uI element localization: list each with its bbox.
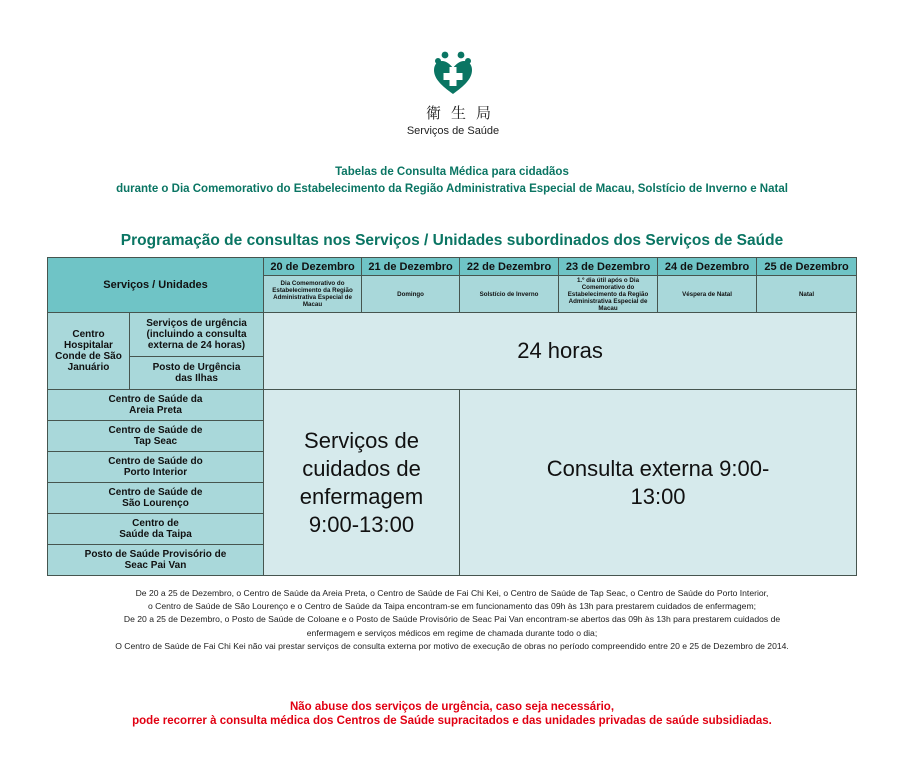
day-description: 1.º dia útil após o Dia Comemorativo do Estabelecimento da Região Administrativa Especial de Macau	[559, 276, 658, 313]
note-line: o Centro de Saúde de São Lourenço e o Centro de Saúde da Taipa encontram-se em funcionamento das 09h às 13h para prestarem cuidados de enfermagem;	[147, 601, 756, 612]
hospital-schedule: 24 horas	[264, 313, 857, 390]
note-line: O Centro de Saúde de Fai Chi Kei não vai prestar serviços de consulta externa por motivo de execução de obras no período compreendido entre 20 e 25 de Dezembro de 2014.	[115, 640, 789, 651]
note-line: De 20 a 25 de Dezembro, o Centro de Saúde da Areia Preta, o Centro de Saúde de Fai Chi Kei, o Centro de Saúde de Tap Seac, o Centro de Saúde do Porto Interior,	[135, 588, 769, 598]
day-date: 24 de Dezembro	[658, 258, 757, 276]
hospital-unit: Serviços de urgência (incluindo a consulta externa de 24 horas)	[130, 313, 264, 357]
health-centre-name: Centro de Saúde de Tap Seac	[48, 421, 264, 452]
logo-portuguese-name: Serviços de Saúde	[406, 125, 500, 137]
day-description: Solstício de Inverno	[460, 276, 559, 313]
warning-line1: Não abuse dos serviços de urgência, caso seja necessário,	[289, 701, 615, 713]
outpatient-schedule: Consulta externa 9:00-13:00	[460, 390, 857, 576]
hospital-name: Centro Hospitalar Conde de São Januário	[48, 313, 130, 390]
note-line: De 20 a 25 de Dezembro, o Posto de Saúde de Coloane e o Posto de Saúde Provisório de Seac Pai Van encontram-se abertos das 09h às 13h para prestarem cuidados de	[123, 614, 781, 625]
notes	[0, 587, 904, 653]
day-description: Natal	[757, 276, 857, 313]
warning-line2: pode recorrer à consulta médica dos Centros de Saúde supracitados e das unidades privadas de saúde subsidiadas.	[132, 715, 772, 727]
health-centre-name: Centro de Saúde da Taipa	[48, 514, 264, 545]
services-header: Serviços / Unidades	[48, 258, 264, 313]
warning	[0, 700, 904, 728]
day-date: 23 de Dezembro	[559, 258, 658, 276]
health-centre-name: Posto de Saúde Provisório de Seac Pai Van	[48, 545, 264, 576]
table-title: Programação de consultas nos Serviços / Unidades subordinados dos Serviços de Saúde	[120, 232, 784, 249]
logo	[406, 50, 502, 150]
document-title-line1: Tabelas de Consulta Médica para cidadãos	[335, 166, 569, 178]
health-centre-name: Centro de Saúde de São Lourenço	[48, 483, 264, 514]
day-description: Dia Comemorativo do Estabelecimento da Região Administrativa Especial de Macau	[264, 276, 362, 313]
day-date: 20 de Dezembro	[264, 258, 362, 276]
hospital-unit: Posto de Urgência das Ilhas	[130, 357, 264, 390]
heart-cross-people-icon	[432, 50, 474, 96]
nursing-schedule: Serviços de cuidados de enfermagem 9:00-13:00	[264, 390, 460, 576]
day-description: Véspera de Natal	[658, 276, 757, 313]
schedule-table	[47, 257, 857, 576]
day-date: 25 de Dezembro	[757, 258, 857, 276]
health-centre-name: Centro de Saúde do Porto Interior	[48, 452, 264, 483]
day-date: 22 de Dezembro	[460, 258, 559, 276]
day-description: Domingo	[362, 276, 460, 313]
document-title-line2: durante o Dia Comemorativo do Estabelecimento da Região Administrativa Especial de Macau, Solstício de Inverno e Natal	[116, 183, 788, 195]
health-centre-name: Centro de Saúde da Areia Preta	[48, 390, 264, 421]
note-line: enfermagem e serviços médicos em regime de chamada durante todo o dia;	[306, 627, 598, 638]
day-date: 21 de Dezembro	[362, 258, 460, 276]
logo-chinese-name: 衛生局	[426, 104, 502, 122]
